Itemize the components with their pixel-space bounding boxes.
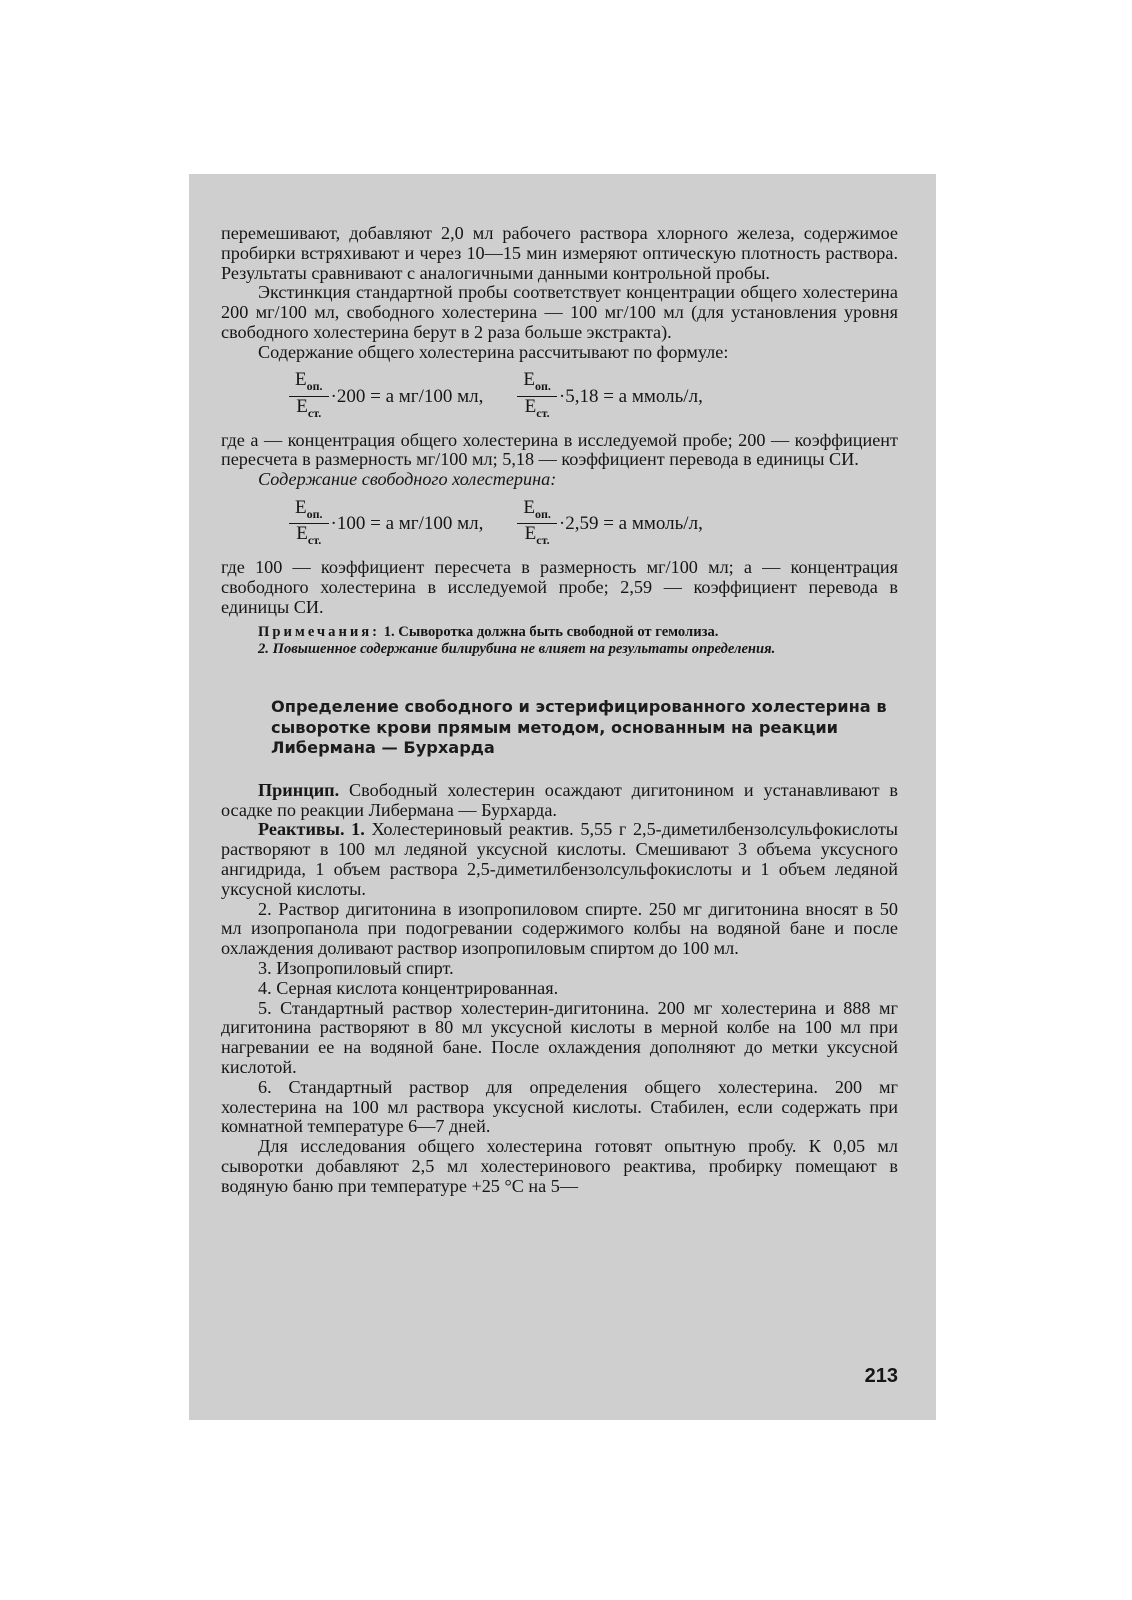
reagents-label: Реактивы. 1. bbox=[258, 819, 365, 840]
fraction: $\frac{E_{оп.}}{E_{ст.}}$ bbox=[517, 498, 557, 551]
paragraph-5: Содержание свободного холестерина: bbox=[258, 469, 557, 490]
fraction: $\frac{E_{оп.}}{E_{ст.}}$ bbox=[289, 370, 329, 423]
reagents-paragraph: Реактивы. 1. Холестериновый реактив. 5,55 г 2,5-диметилбензолсульфокислоты растворяют в 100 мл ледяной уксусной кислоты. Смешивают 3 объема уксусного ангидрида, 1 объем раствора 2,5-диметилбензолсульфокислоты и 1 объем ледяной уксусной кислоты. bbox=[221, 819, 899, 899]
reagent-5: 5. Стандартный раствор холестерин-дигитонина. 200 мг холестерина и 888 мг дигитонина растворяют в 80 мл уксусной кислоты в мерной колбе на 100 мл при нагревании ее на водяной бане. После охлаждения дополняют до метки уксусной кислотой. bbox=[221, 997, 898, 1078]
formula-tail: ·200 = а мг/100 мл, bbox=[330, 385, 484, 407]
principle-paragraph: Принцип. Свободный холестерин осаждают дигитонином и устанавливают в осадке по реакции Либермана — Бурхарда. bbox=[221, 779, 898, 820]
note-2: 2. Повышенное содержание билирубина не влияет на результаты определения. bbox=[258, 640, 776, 657]
formula-tail: ·2,59 = а ммоль/л, bbox=[558, 512, 703, 534]
page-number: 213 bbox=[864, 1365, 898, 1387]
principle-label: Принцип. bbox=[258, 779, 340, 800]
reagent-2: 2. Раствор дигитонина в изопропиловом спирте. 250 мг дигитонина вносят в 50 мл изопропанола при подогревании содержимого колбы на водяной бане и после охлаждения доливают раствор изопропиловым спиртом до 100 мл. bbox=[221, 898, 898, 959]
reagent-3: 3. Изопропиловый спирт. bbox=[258, 958, 454, 979]
reagent-6: 6. Стандартный раствор для определения общего холестерина. 200 мг холестерина на 100 мл раствора уксусной кислоты. Стабилен, если содержать при комнатной температуре 6—7 дней. bbox=[221, 1076, 898, 1137]
fraction: $\frac{E_{оп.}}{E_{ст.}}$ bbox=[289, 498, 329, 551]
formula-tail: ·100 = а мг/100 мл, bbox=[330, 512, 484, 534]
note-1: Примечания: 1. Сыворотка должна быть свободной от гемолиза. bbox=[258, 624, 719, 641]
note-label: Примечания: bbox=[258, 624, 381, 641]
paragraph-3: Содержание общего холестерина рассчитывают по формуле: bbox=[258, 341, 729, 362]
paragraph-last: Для исследования общего холестерина готовят опытную пробу. К 0,05 мл сыворотки добавляют 2,5 мл холестеринового реактива, пробирку помещают в водяную баню при температуре +25 °С на 5— bbox=[221, 1136, 898, 1196]
formula-total-cholesterol bbox=[289, 366, 898, 428]
book-page bbox=[189, 174, 936, 1420]
paragraph-4: где а — концентрация общего холестерина в исследуемой пробе; 200 — коэффициент пересчета в размерность мг/100 мл; 5,18 — коэффициент перевода в единицы СИ. bbox=[221, 429, 898, 470]
reagent-4: 4. Серная кислота концентрированная. bbox=[258, 977, 559, 998]
fraction: $\frac{E_{оп.}}{E_{ст.}}$ bbox=[517, 370, 557, 423]
formula-free-cholesterol bbox=[289, 493, 898, 555]
formula-tail: ·5,18 = а ммоль/л, bbox=[558, 385, 703, 407]
paragraph-1: перемешивают, добавляют 2,0 мл рабочего раствора хлорного железа, содержимое пробирки встряхивают и через 10—15 мин измеряют оптическую плотность раствора. Результаты сравнивают с аналогичными данными контрольной пробы. bbox=[221, 223, 898, 283]
paragraph-2: Экстинкция стандартной пробы соответствует концентрации общего холестерина 200 мг/100 мл, свободного холестерина — 100 мг/100 мл (для установления уровня свободного холестерина берут в 2 раза больше экстракта). bbox=[221, 282, 898, 342]
paragraph-6: где 100 — коэффициент пересчета в размерность мг/100 мл; а — концентрация свободного холестерина в исследуемой пробе; 2,59 — коэффициент перевода в единицы СИ. bbox=[221, 556, 898, 617]
section-heading: Определение свободного и эстерифицированного холестерина в сыворотке крови прямым методом, основанным на реакции Либермана — Бурхарда bbox=[271, 697, 887, 758]
